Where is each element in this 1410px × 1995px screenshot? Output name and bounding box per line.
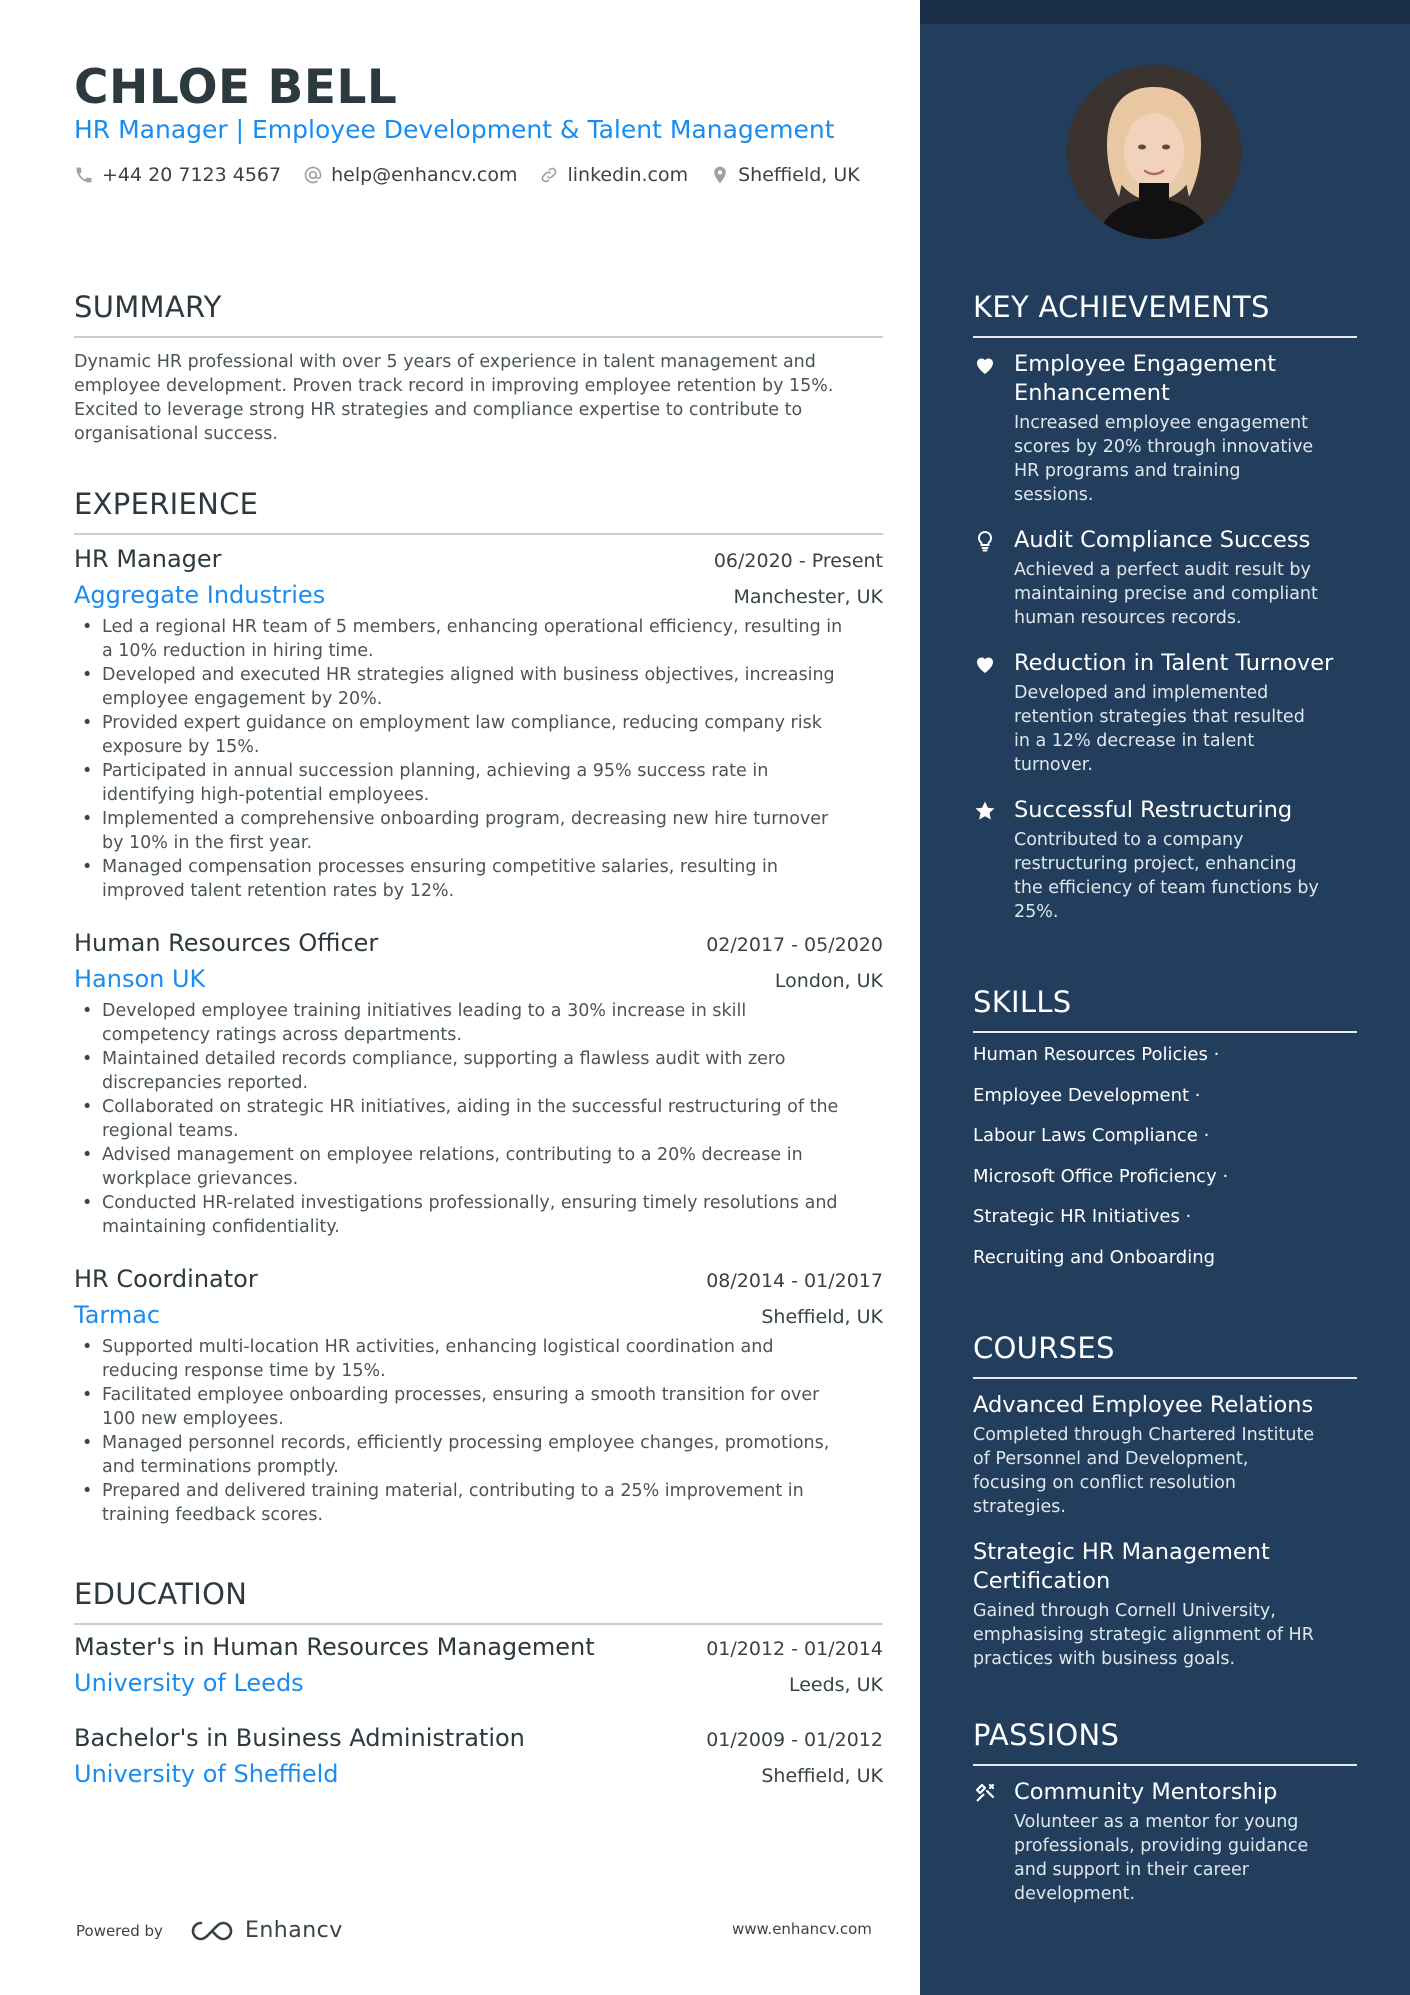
achievement-description: Developed and implemented retention strategies that resulted in a 12% decrease in talent turnover.: [1014, 683, 1305, 775]
bullet-item: • Maintained detailed records compliance, supporting a flawless audit with zero discrepancies reported.: [74, 1047, 883, 1095]
contact-email[interactable]: [303, 164, 517, 186]
bullet-item: • Developed employee training initiatives leading to a 30% increase in skill competency ratings across departments.: [74, 999, 883, 1047]
job-entry: [74, 929, 883, 1239]
course-description: Completed through Chartered Institute of Personnel and Development, focusing on conflict resolution strategies.: [973, 1425, 1315, 1517]
course-item: [973, 1391, 1357, 1519]
contact-phone-text: +44 20 7123 4567: [102, 164, 282, 186]
education-section: [74, 1577, 883, 1625]
education-dates: 01/2012 - 01/2014: [706, 1638, 883, 1660]
achievement-item: [973, 796, 1357, 924]
section-title: PASSIONS: [973, 1718, 1357, 1766]
school-name[interactable]: University of Sheffield: [74, 1760, 339, 1788]
degree-title: Bachelor's in Business Administration: [74, 1724, 525, 1752]
section-title: COURSES: [973, 1331, 1357, 1379]
company-name[interactable]: Aggregate Industries: [74, 581, 326, 609]
avatar: [1067, 65, 1241, 239]
bullet-item: • Managed personnel records, efficiently processing employee changes, promotions, and terminations promptly.: [74, 1431, 883, 1479]
at-icon: [303, 165, 323, 185]
contact-email-text: help@enhancv.com: [331, 164, 518, 186]
enhancv-logo[interactable]: [189, 1918, 343, 1943]
lightbulb-icon: [973, 529, 997, 553]
achievement-title: Audit Compliance Success: [1014, 527, 1311, 553]
job-title: Human Resources Officer: [74, 929, 379, 957]
skill-item: Microsoft Office Proficiency ·: [973, 1165, 1229, 1187]
company-name[interactable]: Hanson UK: [74, 965, 206, 993]
contact-location-text: Sheffield, UK: [738, 164, 860, 186]
course-item: [973, 1538, 1357, 1671]
job-location: Manchester, UK: [733, 586, 883, 608]
experience-section: [74, 487, 883, 535]
bullet-item: • Conducted HR-related investigations professionally, ensuring timely resolutions and maintaining confidentiality.: [74, 1191, 883, 1239]
enhancv-logo-icon: [189, 1919, 235, 1943]
summary-line: Excited to leverage strong HR strategies and compliance expertise to contribute to: [74, 400, 803, 420]
achievement-description: Contributed to a company restructuring project, enhancing the efficiency of team functions by 25%.: [1014, 830, 1319, 922]
job-title: HR Coordinator: [74, 1265, 258, 1293]
bullet-item: • Managed compensation processes ensuring competitive salaries, resulting in improved talent retention rates by 12%.: [74, 855, 883, 903]
course-title: Strategic HR Management Certification: [973, 1539, 1270, 1594]
skills-section: [973, 985, 1357, 1278]
skills-list: [973, 1035, 1357, 1278]
bullet-item: • Developed and executed HR strategies aligned with business objectives, increasing employee engagement by 20%.: [74, 663, 883, 711]
achievement-title: Successful Restructuring: [1014, 797, 1293, 823]
contact-linkedin[interactable]: [539, 164, 688, 186]
job-entry: [74, 545, 883, 903]
bullet-item: • Collaborated on strategic HR initiatives, aiding in the successful restructuring of the regional teams.: [74, 1095, 883, 1143]
bullet-item: • Participated in annual succession planning, achieving a 95% success rate in identifying high-potential employees.: [74, 759, 883, 807]
skill-item: Human Resources Policies ·: [973, 1044, 1220, 1065]
section-title: EXPERIENCE: [74, 487, 883, 535]
job-dates: 06/2020 - Present: [713, 550, 883, 572]
education-entry: [74, 1724, 883, 1788]
bullet-item: • Led a regional HR team of 5 members, enhancing operational efficiency, resulting in a 10% reduction in hiring time.: [74, 615, 883, 663]
summary-text: [74, 350, 883, 446]
powered-by-label: Powered by: [76, 1921, 163, 1940]
heart-icon: [973, 353, 997, 377]
skill-item: Labour Laws Compliance ·: [973, 1125, 1210, 1146]
skill-item: Recruiting and Onboarding: [973, 1246, 1216, 1268]
section-title: KEY ACHIEVEMENTS: [973, 290, 1357, 338]
achievement-description: Achieved a perfect audit result by maintaining precise and compliant human resources records.: [1014, 560, 1318, 628]
footer-powered-by: [76, 1918, 343, 1943]
job-location: Sheffield, UK: [761, 1306, 883, 1328]
skill-item: Employee Development ·: [973, 1084, 1201, 1106]
summary-line: organisational success.: [74, 424, 278, 444]
link-icon: [539, 165, 559, 185]
bullet-item: • Provided expert guidance on employment law compliance, reducing company risk exposure by 15%.: [74, 711, 883, 759]
education-location: Leeds, UK: [788, 1674, 883, 1696]
job-title: HR Manager: [74, 545, 222, 573]
school-name[interactable]: University of Leeds: [74, 1669, 304, 1697]
summary-line: Dynamic HR professional with over 5 years of experience in talent management and: [74, 352, 816, 372]
job-bullets: [74, 615, 883, 903]
mentorship-icon: [973, 1781, 997, 1805]
achievement-item: [973, 649, 1357, 777]
contact-location: [710, 164, 860, 186]
course-title: Advanced Employee Relations: [973, 1392, 1314, 1418]
courses-section: [973, 1331, 1357, 1671]
summary-section: [74, 290, 883, 446]
star-icon: [973, 799, 997, 823]
bullet-item: • Prepared and delivered training material, contributing to a 25% improvement in training feedback scores.: [74, 1479, 883, 1527]
achievement-item: [973, 350, 1357, 507]
passions-section: [973, 1718, 1357, 1906]
section-title: SUMMARY: [74, 290, 883, 338]
passion-title: Community Mentorship: [1014, 1779, 1278, 1805]
skill-item: Strategic HR Initiatives ·: [973, 1206, 1192, 1227]
job-dates: 02/2017 - 05/2020: [706, 934, 883, 956]
job-location: London, UK: [774, 970, 883, 992]
profile-photo: [1067, 65, 1241, 239]
bullet-item: • Supported multi-location HR activities, enhancing logistical coordination and reducing response time by 15%.: [74, 1335, 883, 1383]
sidebar-top-strip: [920, 0, 1410, 24]
location-icon: [710, 165, 730, 185]
company-name[interactable]: Tarmac: [74, 1301, 161, 1329]
bullet-item: • Facilitated employee onboarding processes, ensuring a smooth transition for over 100 new employees.: [74, 1383, 883, 1431]
contact-linkedin-text: linkedin.com: [567, 164, 689, 186]
job-dates: 08/2014 - 01/2017: [706, 1270, 883, 1292]
job-bullets: [74, 999, 883, 1239]
contact-bar: [74, 164, 860, 186]
degree-title: Master's in Human Resources Management: [74, 1633, 595, 1661]
sidebar-column: [920, 0, 1410, 1995]
section-title: SKILLS: [973, 985, 1357, 1033]
summary-line: employee development. Proven track record in improving employee retention by 15%.: [74, 376, 834, 396]
candidate-name: CHLOE BELL: [74, 60, 398, 115]
education-entry: [74, 1633, 883, 1697]
passion-description: Volunteer as a mentor for young professionals, providing guidance and support in their career development.: [1014, 1812, 1309, 1904]
achievements-section: [973, 290, 1357, 924]
education-location: Sheffield, UK: [761, 1765, 883, 1787]
heart-icon: [973, 652, 997, 676]
phone-icon: [74, 165, 94, 185]
bullet-item: • Advised management on employee relations, contributing to a 20% decrease in workplace grievances.: [74, 1143, 883, 1191]
achievement-item: [973, 526, 1357, 630]
brand-name: Enhancv: [244, 1918, 343, 1943]
achievement-description: Increased employee engagement scores by 20% through innovative HR programs and training sessions.: [1014, 413, 1314, 505]
education-dates: 01/2009 - 01/2012: [706, 1729, 883, 1751]
job-bullets: [74, 1335, 883, 1527]
achievement-title: Employee Engagement Enhancement: [1014, 351, 1277, 406]
achievement-title: Reduction in Talent Turnover: [1014, 650, 1334, 676]
candidate-headline: HR Manager | Employee Development & Talent Management: [74, 115, 835, 144]
contact-phone[interactable]: [74, 164, 281, 186]
footer-url[interactable]: www.enhancv.com: [732, 1920, 872, 1938]
course-description: Gained through Cornell University, emphasising strategic alignment of HR practices with business goals.: [973, 1601, 1314, 1669]
job-entry: [74, 1265, 883, 1527]
section-title: EDUCATION: [74, 1577, 883, 1625]
bullet-item: • Implemented a comprehensive onboarding program, decreasing new hire turnover by 10% in the first year.: [74, 807, 883, 855]
passion-item: [973, 1778, 1357, 1906]
